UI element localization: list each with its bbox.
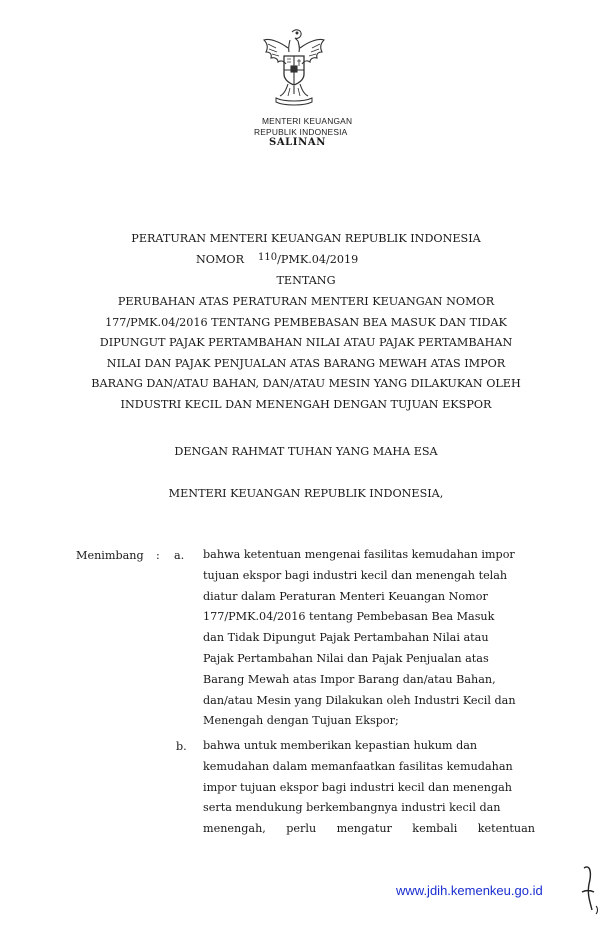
nomor-suffix: /PMK.04/2019 [277, 253, 359, 266]
header-republic-line: REPUBLIK INDONESIA [254, 127, 348, 137]
item-line: Pajak Pertambahan Nilai dan Pajak Penjualan atas [203, 651, 489, 665]
item-line: tujuan ekspor bagi industri kecil dan menengah telah [203, 568, 508, 582]
item-line: dan/atau Mesin yang Dilakukan oleh Industri Kecil dan [203, 693, 516, 707]
item-a-text [203, 545, 535, 732]
item-line: serta mendukung berkembangnya industri kecil dan [203, 801, 501, 815]
subject-line: INDUSTRI KECIL DAN MENENGAH DENGAN TUJUAN EKSPOR [120, 397, 492, 411]
menimbang-colon: : [156, 549, 160, 562]
salinan-stamp: SALINAN [269, 137, 326, 148]
initial-signature-mark [580, 862, 600, 918]
subject-line: DIPUNGUT PAJAK PERTAMBAHAN NILAI ATAU PAJAK PERTAMBAHAN [99, 336, 513, 349]
item-b-text [203, 736, 535, 840]
item-line: Menengah dengan Tujuan Ekspor; [203, 714, 399, 728]
item-line: impor tujuan ekspor bagi industri kecil dan menengah [203, 780, 513, 794]
header-ministry-line: MENTERI KEUANGAN [262, 116, 353, 126]
item-a-letter: a. [174, 549, 185, 562]
item-line: dan Tidak Dipungut Pajak Pertambahan Nilai atau [203, 631, 489, 645]
garuda-emblem-icon [262, 26, 326, 108]
regulation-number [196, 253, 358, 266]
tentang-heading: TENTANG [276, 274, 336, 287]
item-line: bahwa ketentuan mengenai fasilitas kemudahan impor [203, 548, 515, 561]
item-b-letter: b. [176, 740, 187, 753]
subject-line: PERUBAHAN ATAS PERATURAN MENTERI KEUANGAN NOMOR [117, 295, 495, 308]
regulation-subject [40, 292, 572, 415]
item-line: bahwa untuk memberikan kepastian hukum dan [203, 739, 478, 752]
item-line: 177/PMK.04/2016 tentang Pembebasan Bea Masuk [203, 610, 495, 624]
jdih-website-link[interactable]: www.jdih.kemenkeu.go.id [396, 883, 543, 898]
item-line: diatur dalam Peraturan Menteri Keuangan Nomor [203, 589, 488, 603]
menimbang-label: Menimbang [76, 549, 144, 562]
item-line: kemudahan dalam memanfaatkan fasilitas kemudahan [203, 759, 513, 773]
subject-line: BARANG DAN/ATAU BAHAN, DAN/ATAU MESIN YANG DILAKUKAN OLEH [91, 377, 521, 390]
item-line: Barang Mewah atas Impor Barang dan/atau Bahan, [203, 672, 496, 686]
menteri-line: MENTERI KEUANGAN REPUBLIK INDONESIA, [168, 487, 444, 500]
subject-line: NILAI DAN PAJAK PENJUALAN ATAS BARANG MEWAH ATAS IMPOR [106, 356, 506, 370]
regulation-title: PERATURAN MENTERI KEUANGAN REPUBLIK INDONESIA [131, 232, 481, 245]
item-line: menengah, perlu mengatur kembali ketentuan [203, 822, 535, 836]
rahmat-line: DENGAN RAHMAT TUHAN YANG MAHA ESA [174, 445, 438, 458]
subject-line: 177/PMK.04/2016 TENTANG PEMBEBASAN BEA MASUK DAN TIDAK [105, 315, 507, 329]
nomor-number: 110 [258, 252, 278, 263]
nomor-label: NOMOR [196, 253, 245, 266]
